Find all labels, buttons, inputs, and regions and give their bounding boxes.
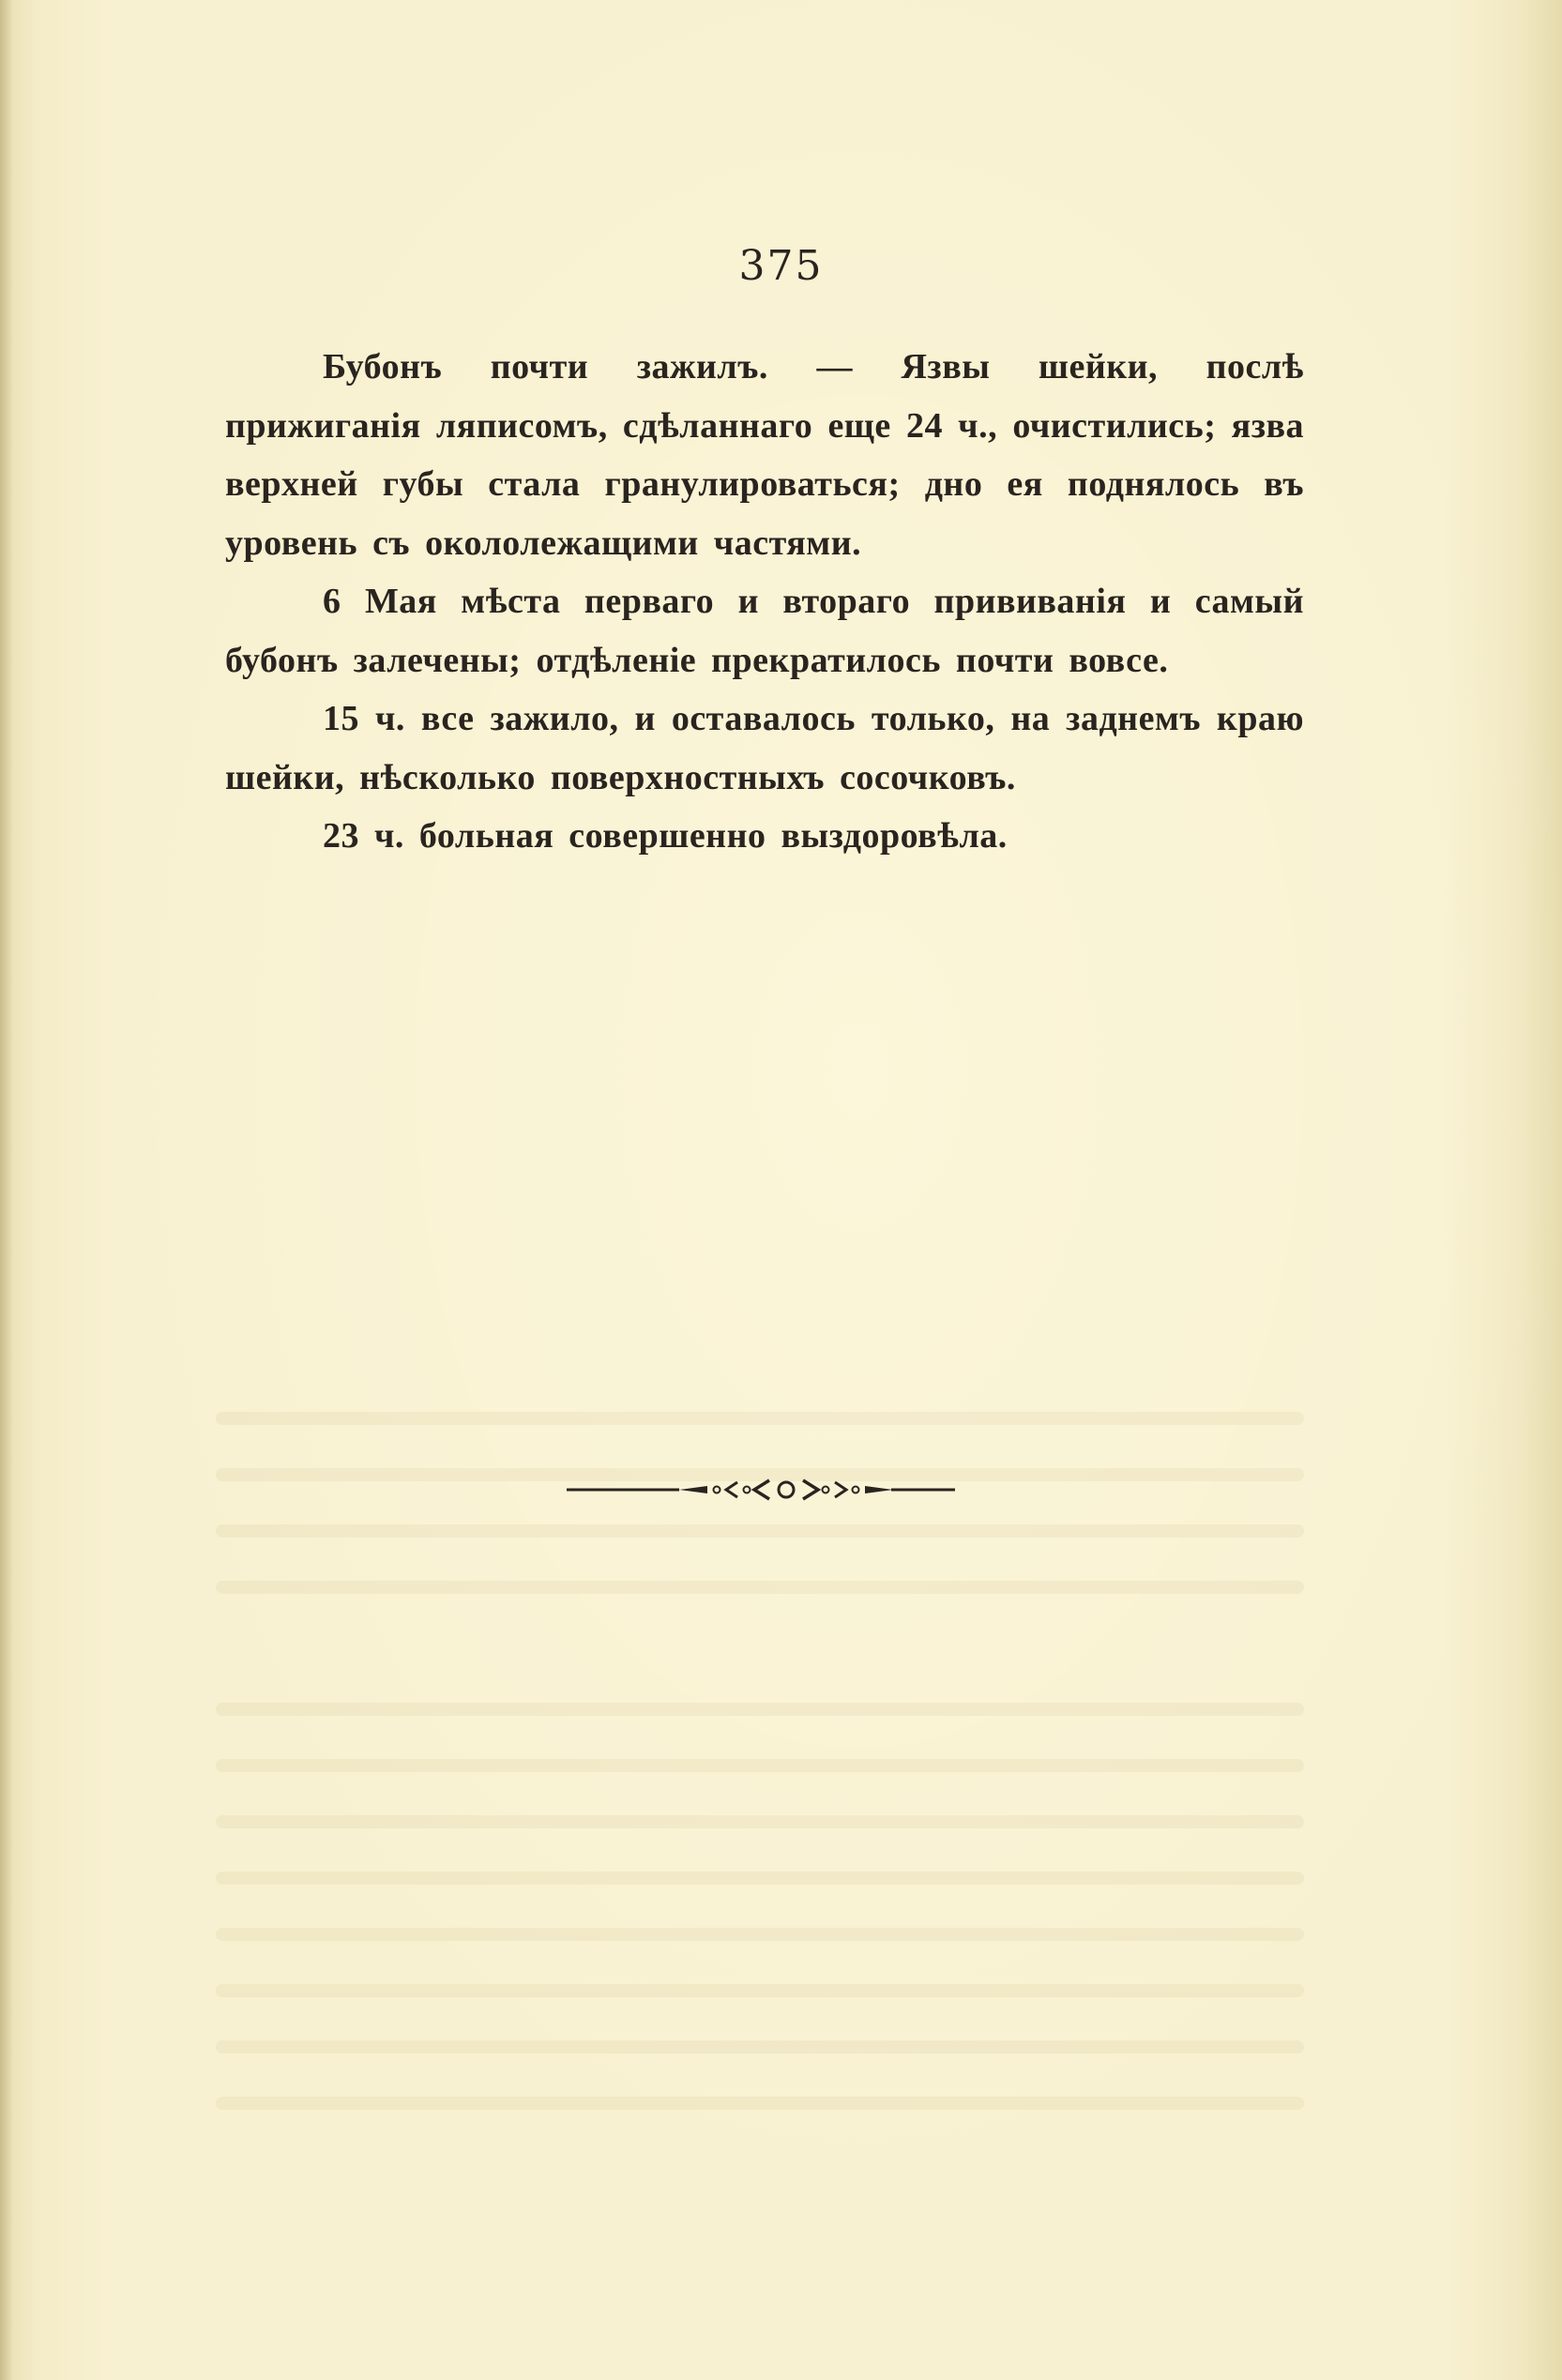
bleed-through-line bbox=[216, 1703, 1304, 1716]
bleed-through-line bbox=[216, 1581, 1304, 1594]
bleed-through-line bbox=[216, 1759, 1304, 1772]
bleed-through-line bbox=[216, 1872, 1304, 1885]
bleed-through-line bbox=[216, 1524, 1304, 1538]
page-number: 375 bbox=[738, 242, 824, 290]
paragraph: 6 Мая мѣста перваго и втораго прививанія и самый бубонъ залечены; отдѣленіе прекратилось почти вовсе. bbox=[225, 582, 1304, 680]
page-edge-shadow bbox=[0, 0, 13, 2380]
bleed-through-line bbox=[216, 1412, 1304, 1425]
bleed-through-line bbox=[216, 2040, 1304, 2054]
bleed-through-line bbox=[216, 1928, 1304, 1941]
bleed-through-line bbox=[216, 2097, 1304, 2110]
bleed-through-line bbox=[216, 1984, 1304, 1997]
paragraph: 15 ч. все зажило, и оставалось только, на заднемъ краю шейки, нѣсколько поверхностныхъ сосочковъ. bbox=[225, 699, 1304, 797]
paragraph: 23 ч. больная совершенно выздоровѣла. bbox=[323, 816, 1008, 856]
divider-ornament-icon bbox=[567, 1477, 955, 1503]
bleed-through-line bbox=[216, 1815, 1304, 1828]
body-text bbox=[225, 338, 1304, 866]
paragraph: Бубонъ почти зажилъ. — Язвы шейки, послѣ прижиганія ляписомъ, сдѣланнаго еще 24 ч., очистились; язва верхней губы стала гранулироваться; дно ея поднялось въ уровень съ окололежащими частями. bbox=[225, 347, 1304, 563]
